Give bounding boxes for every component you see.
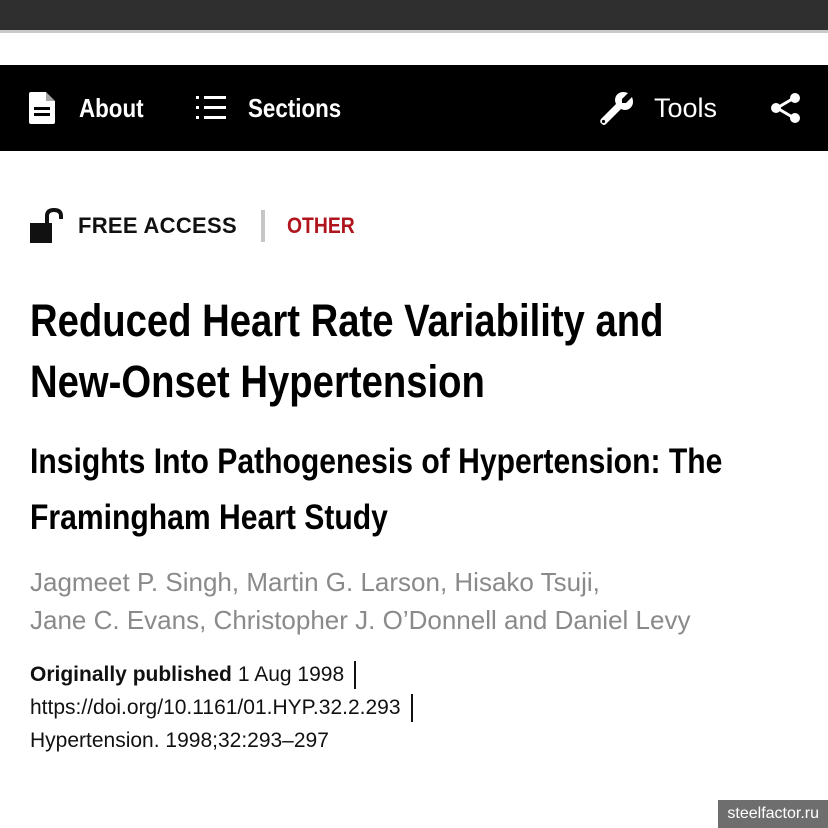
tools-label: Tools (654, 92, 718, 123)
published-date: 1 Aug 1998 (237, 663, 345, 686)
publication-meta (30, 658, 810, 757)
authors-line-2[interactable]: Jane C. Evans, Christopher J. O’Donnell and Daniel Levy (30, 605, 691, 635)
doi-link[interactable]: https://doi.org/10.1161/01.HYP.32.2.293 (30, 696, 401, 719)
doi-line (30, 691, 810, 724)
meta-divider (354, 661, 356, 689)
document-icon (29, 92, 55, 124)
about-label: About (79, 92, 144, 123)
access-row (30, 205, 364, 247)
author-list (30, 563, 820, 639)
article-subtitle-line-1: Insights Into Pathogenesis of Hypertension: The (30, 442, 723, 481)
article-title-line-1: Reduced Heart Rate Variability and (30, 295, 664, 346)
citation-line (30, 724, 810, 757)
published-line (30, 658, 810, 691)
article-title (30, 290, 693, 412)
article-subtitle-line-2: Framingham Heart Study (30, 498, 388, 537)
journal-citation: Hypertension. 1998;32:293–297 (30, 729, 329, 752)
published-label: Originally published (30, 663, 232, 686)
article-type-label[interactable]: OTHER (286, 213, 355, 238)
share-icon (770, 92, 802, 124)
wrench-icon (598, 89, 636, 127)
browser-top-bar (0, 0, 828, 33)
unlock-icon (30, 208, 64, 244)
article-toolbar (0, 65, 828, 151)
meta-divider (411, 694, 413, 722)
article-subtitle (30, 434, 804, 546)
article-title-line-2: New-Onset Hypertension (30, 356, 485, 407)
sections-button[interactable] (196, 65, 356, 151)
list-icon (196, 96, 226, 120)
share-button[interactable] (770, 65, 802, 151)
watermark: steelfactor.ru (718, 800, 828, 828)
access-divider (261, 210, 265, 242)
sections-label: Sections (248, 92, 342, 123)
authors-line-1[interactable]: Jagmeet P. Singh, Martin G. Larson, Hisako Tsuji, (30, 567, 600, 597)
free-access-label: FREE ACCESS (78, 213, 237, 238)
tools-button[interactable] (598, 65, 717, 151)
about-button[interactable] (29, 65, 154, 151)
